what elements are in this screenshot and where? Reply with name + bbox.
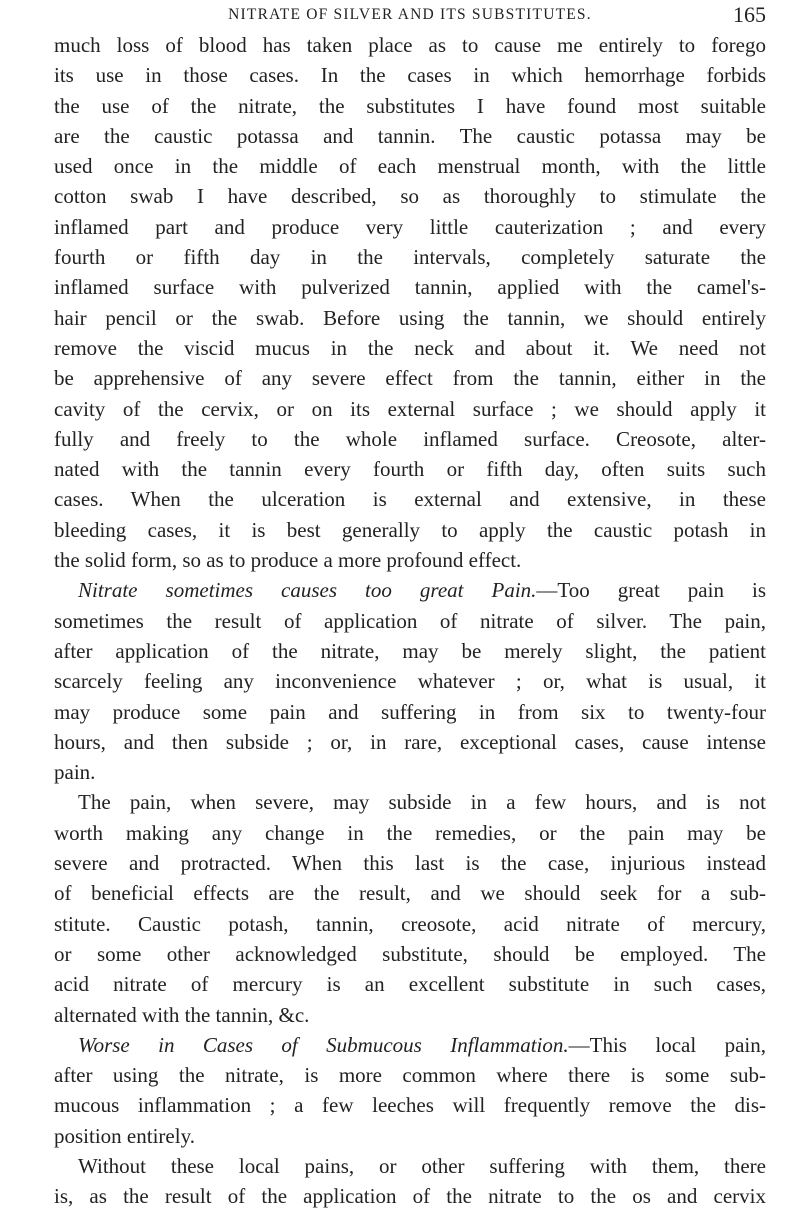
line-text: after application of the nitrate, may be merely slight, the patient (54, 638, 766, 663)
text-line (54, 666, 766, 696)
line-text: sometimes the result of application of nitrate of silver. The pain, (54, 608, 766, 633)
line-text: Without these local pains, or other suffering with them, there (78, 1153, 766, 1178)
text-line (54, 818, 766, 848)
line-text: inflamed part and produce very little cauterization ; and every (54, 214, 766, 239)
line-text: pain. (54, 760, 96, 785)
text-line (54, 1090, 766, 1120)
text-line (54, 333, 766, 363)
text-line (54, 394, 766, 424)
text-line (54, 848, 766, 878)
body-text (54, 30, 766, 1212)
line-text: used once in the middle of each menstrual month, with the little (54, 154, 766, 179)
text-line (54, 515, 766, 545)
text-line (54, 454, 766, 484)
line-text: nated with the tannin every fourth or fifth day, often suits such (54, 457, 766, 482)
text-line (54, 30, 766, 60)
line-text: is, as the result of the application of the nitrate to the os and cervix (54, 1184, 766, 1209)
line-text: hours, and then subside ; or, in rare, exceptional cases, cause intense (54, 729, 766, 754)
line-text: are the caustic potassa and tannin. The caustic potassa may be (54, 123, 766, 148)
line-text: cotton swab I have described, so as thoroughly to stimulate the (54, 184, 766, 209)
text-line (54, 212, 766, 242)
line-text: after using the nitrate, is more common where there is some sub- (54, 1063, 766, 1088)
text-line (54, 909, 766, 939)
text-line (54, 60, 766, 90)
text-line (54, 757, 766, 787)
line-text: its use in those cases. In the cases in which hemorrhage forbids (54, 63, 766, 88)
line-text: be apprehensive of any severe effect from the tannin, either in the (54, 366, 766, 391)
section-heading: Nitrate sometimes causes too great Pain. (78, 578, 537, 603)
text-line (54, 242, 766, 272)
line-text: worth making any change in the remedies, or the pain may be (54, 820, 766, 845)
text-line (54, 424, 766, 454)
line-text: alternated with the tannin, &c. (54, 1002, 310, 1027)
running-title: NITRATE OF SILVER AND ITS SUBSTITUTES. (228, 6, 592, 23)
text-line (54, 1181, 766, 1211)
text-line (54, 787, 766, 817)
line-text: hair pencil or the swab. Before using the tannin, we should entirely (54, 305, 766, 330)
text-line (54, 1060, 766, 1090)
text-line (54, 545, 766, 575)
line-text: inflamed surface with pulverized tannin, applied with the camel's- (54, 275, 766, 300)
line-text: cases. When the ulceration is external and extensive, in these (54, 487, 766, 512)
line-text: may produce some pain and suffering in from six to twenty-four (54, 699, 766, 724)
line-text: scarcely feeling any inconvenience whatever ; or, what is usual, it (54, 669, 766, 694)
text-line (54, 484, 766, 514)
line-text: —Too great pain is (536, 578, 766, 603)
text-line (54, 272, 766, 302)
line-text: much loss of blood has taken place as to cause me entirely to forego (54, 33, 766, 57)
text-line (54, 91, 766, 121)
line-text: The pain, when severe, may subside in a few hours, and is not (78, 790, 766, 815)
text-line (54, 1000, 766, 1030)
text-line (54, 939, 766, 969)
line-text: bleeding cases, it is best generally to apply the caustic potash in (54, 517, 766, 542)
text-line (54, 363, 766, 393)
text-line (54, 1121, 766, 1151)
line-text: position entirely. (54, 1123, 195, 1148)
line-text: acid nitrate of mercury is an excellent substitute in such cases, (54, 972, 766, 997)
line-text: fourth or fifth day in the intervals, completely saturate the (54, 245, 766, 270)
line-text: of beneficial effects are the result, and we should seek for a sub- (54, 881, 766, 906)
text-line (54, 697, 766, 727)
text-line (54, 303, 766, 333)
line-text: fully and freely to the whole inflamed surface. Creosote, alter- (54, 426, 766, 451)
line-text: remove the viscid mucus in the neck and about it. We need not (54, 335, 766, 360)
line-text: severe and protracted. When this last is the case, injurious instead (54, 851, 766, 876)
text-line (54, 575, 766, 605)
line-text: stitute. Caustic potash, tannin, creosote, acid nitrate of mercury, (54, 911, 766, 936)
line-text: or some other acknowledged substitute, should be employed. The (54, 941, 766, 966)
line-text: the use of the nitrate, the substitutes I have found most suitable (54, 93, 766, 118)
text-line (54, 1030, 766, 1060)
page-number: 165 (733, 2, 766, 27)
text-line (54, 636, 766, 666)
text-line (54, 1151, 766, 1181)
section-heading: Worse in Cases of Submucous Inflammation. (78, 1032, 569, 1057)
line-text: —This local pain, (568, 1032, 766, 1057)
page-header (54, 2, 766, 28)
text-line (54, 606, 766, 636)
text-line (54, 151, 766, 181)
line-text: mucous inflammation ; a few leeches will frequently remove the dis- (54, 1093, 766, 1118)
line-text: cavity of the cervix, or on its external surface ; we should apply it (54, 396, 766, 421)
text-line (54, 121, 766, 151)
text-line (54, 969, 766, 999)
text-line (54, 878, 766, 908)
text-line (54, 181, 766, 211)
line-text: the solid form, so as to produce a more profound effect. (54, 548, 522, 573)
text-line (54, 727, 766, 757)
